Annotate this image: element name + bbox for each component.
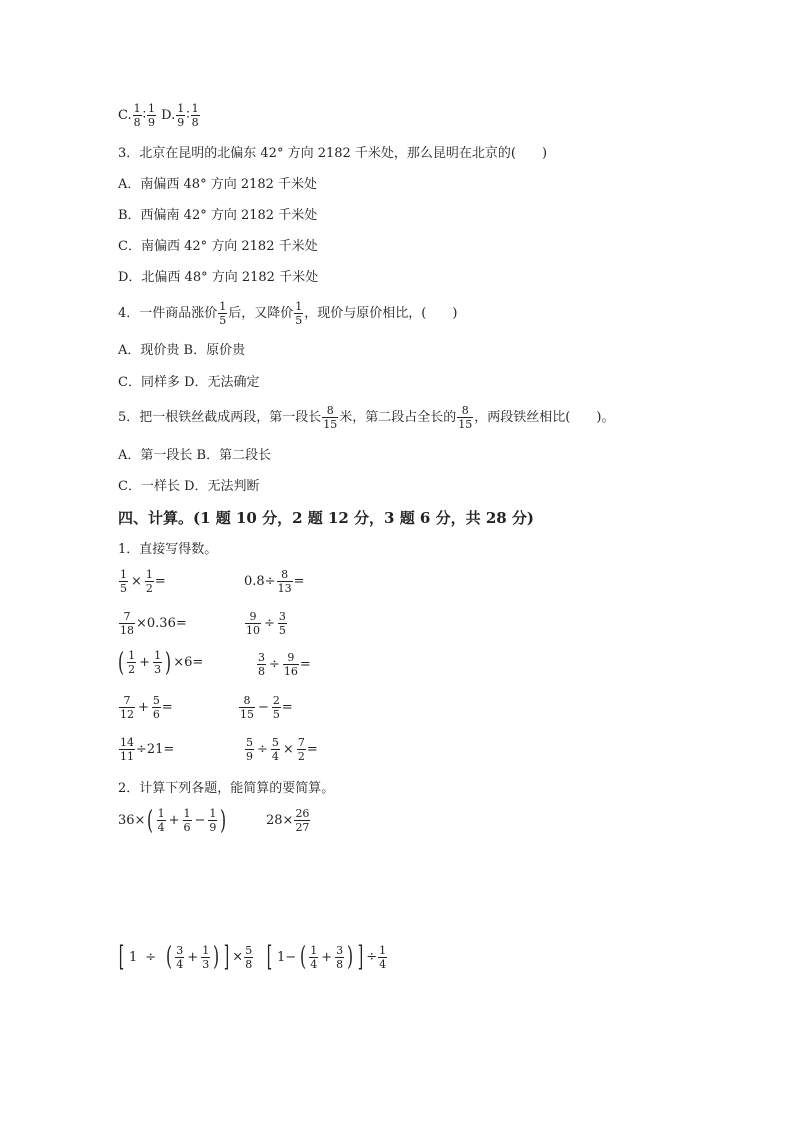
simplify-e2: 28× $\frac{26}{27}$ (266, 807, 310, 834)
q4-options-ab: A．现价贵 B．原价贵 (118, 343, 246, 358)
fraction: $\frac{1}{8}$ (133, 102, 141, 129)
calc-r3b: $\frac{3}{8}$ ÷ $\frac{9}{16}$ = (258, 651, 311, 678)
calc-r1a: $\frac{1}{5}$ × $\frac{1}{2}$ = (120, 568, 166, 595)
calc-r4b: $\frac{8}{15}$ − $\frac{2}{5}$ = (240, 694, 293, 721)
q5-stem: 5．把一根铁丝截成两段，第一段长 $\frac{8}{15}$ 米，第二段占全长的 $\frac{8}{15}$ ，两段铁丝相比( )。 (118, 404, 615, 431)
fraction: $\frac{1}{5}$ (295, 300, 303, 327)
simplify-e4: [ 1− ( $\frac{1}{4}$ + $\frac{3}{8}$ ) ] ÷ $\frac{1}{4}$ (266, 940, 387, 973)
fraction: $\frac{1}{9}$ (148, 102, 156, 129)
ratio-colon: ∶ (186, 108, 190, 123)
fraction: $\frac{8}{15}$ (458, 404, 473, 431)
calc-r2b: $\frac{9}{10}$ ÷ $\frac{3}{5}$ (246, 610, 286, 637)
fraction: $\frac{8}{15}$ (323, 404, 338, 431)
calc-r5a: $\frac{14}{11}$ ÷21= (120, 736, 175, 763)
q3-option-a: A．南偏西 48° 方向 2182 千米处 (118, 177, 318, 192)
option-c-label: C. (118, 108, 132, 123)
q2-options-cd (118, 102, 201, 129)
fraction: $\frac{1}{9}$ (177, 102, 185, 129)
q4-options-cd: C．同样多 D．无法确定 (118, 375, 260, 390)
calc-r1b: 0.8÷ $\frac{8}{13}$ = (244, 568, 305, 595)
calc-r5b: $\frac{5}{9}$ ÷ $\frac{5}{4}$ × $\frac{7}{2}$ = (246, 736, 318, 763)
q3-option-b: B．西偏南 42° 方向 2182 千米处 (118, 208, 318, 223)
q5-options-ab: A．第一段长 B．第二段长 (118, 448, 272, 463)
q5-options-cd: C．一样长 D．无法判断 (118, 479, 260, 494)
ratio-colon: ∶ (142, 108, 147, 123)
q4-stem: 4．一件商品涨价 $\frac{1}{5}$ 后，又降价 $\frac{1}{5}$ ，现价与原价相比，( ) (118, 300, 458, 327)
sub-question-1: 1．直接写得数。 (118, 542, 218, 557)
fraction: $\frac{1}{5}$ (219, 300, 227, 327)
q3-stem: 3．北京在昆明的北偏东 42° 方向 2182 千米处，那么昆明在北京的( ) (118, 146, 548, 161)
fraction: $\frac{1}{8}$ (191, 102, 199, 129)
q3-option-d: D．北偏西 48° 方向 2182 千米处 (118, 270, 319, 285)
q3-option-c: C．南偏西 42° 方向 2182 千米处 (118, 239, 318, 254)
calc-r4a: $\frac{7}{12}$ + $\frac{5}{6}$ = (120, 694, 173, 721)
option-d-label: D. (161, 108, 176, 123)
section-heading: 四、计算。(1 题 10 分，2 题 12 分，3 题 6 分，共 28 分) (118, 509, 535, 527)
calc-r3a: ( $\frac{1}{2}$ + $\frac{1}{3}$ ) ×6= (118, 647, 204, 678)
simplify-e3: [ 1 ÷ ( $\frac{3}{4}$ + $\frac{1}{3}$ ) ] × $\frac{5}{8}$ (118, 940, 253, 973)
simplify-e1: 36×( $\frac{1}{4}$ + $\frac{1}{6}$ − $\frac{1}{9}$ ) (118, 805, 227, 836)
calc-r2a: $\frac{7}{18}$ ×0.36= (120, 610, 187, 637)
sub-question-2: 2．计算下列各题，能简算的要简算。 (118, 781, 335, 796)
